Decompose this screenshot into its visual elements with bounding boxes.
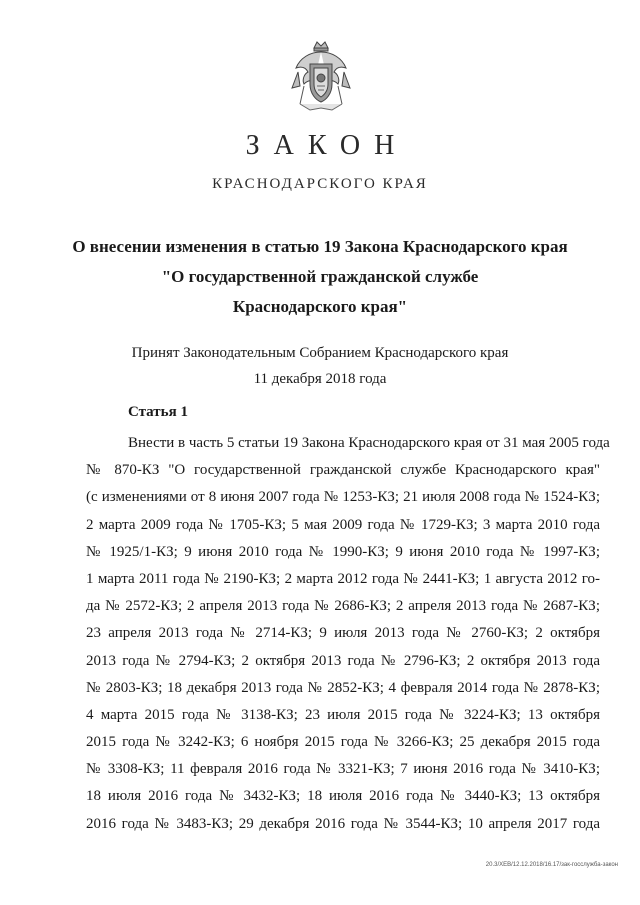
coat-of-arms-icon: [290, 38, 352, 114]
body-line: 2015 года № 3242-КЗ; 6 ноября 2015 года № 3266-КЗ; 25 декабря 2015 года: [86, 734, 600, 751]
body-line: № 1925/1-КЗ; 9 июня 2010 года № 1990-КЗ; 9 июня 2010 года № 1997-КЗ;: [86, 543, 600, 560]
law-heading-line: О внесении изменения в статью 19 Закона Краснодарского края: [72, 237, 568, 256]
body-line: № 3308-КЗ; 11 февраля 2016 года № 3321-КЗ; 7 июня 2016 года № 3410-КЗ;: [86, 761, 600, 778]
body-line: да № 2572-КЗ; 2 апреля 2013 года № 2686-КЗ; 2 апреля 2013 года № 2687-КЗ;: [86, 598, 600, 615]
article-body: [86, 430, 610, 838]
body-line: 18 июля 2016 года № 3432-КЗ; 18 июля 2016 года № 3440-КЗ; 13 октября: [86, 788, 600, 805]
law-heading-line: "О государственной гражданской службе: [161, 267, 479, 286]
document-footer-code: 20.3/ХЕВ/12.12.2018/16.17/зак-госслужба-закон: [485, 862, 618, 868]
adoption-note: [0, 340, 640, 392]
body-line: № 870-КЗ "О государственной гражданской службе Краснодарского края": [86, 462, 600, 479]
adoption-line: Принят Законодательным Собранием Краснодарского края: [131, 345, 509, 361]
document-title: ЗАКОН: [245, 130, 409, 161]
document-subtitle: КРАСНОДАРСКОГО КРАЯ: [212, 176, 428, 192]
body-line: 1 марта 2011 года № 2190-КЗ; 2 марта 2012 года № 2441-КЗ; 1 августа 2012 го-: [86, 570, 600, 587]
body-line: 4 марта 2015 года № 3138-КЗ; 23 июля 2015 года № 3224-КЗ; 13 октября: [86, 706, 600, 723]
law-heading: [0, 232, 640, 322]
law-heading-line: Краснодарского края": [232, 297, 408, 316]
body-line: 23 апреля 2013 года № 2714-КЗ; 9 июля 2013 года № 2760-КЗ; 2 октября: [86, 625, 600, 642]
body-line: 2 марта 2009 года № 1705-КЗ; 5 мая 2009 года № 1729-КЗ; 3 марта 2010 года: [86, 516, 600, 533]
body-line: 2013 года № 2794-КЗ; 2 октября 2013 года № 2796-КЗ; 2 октября 2013 года: [86, 652, 600, 669]
body-line: Внести в часть 5 статьи 19 Закона Краснодарского края от 31 мая 2005 года: [128, 435, 610, 451]
adoption-date: 11 декабря 2018 года: [253, 371, 387, 387]
body-line: № 2803-КЗ; 18 декабря 2013 года № 2852-КЗ; 4 февраля 2014 года № 2878-КЗ;: [86, 679, 600, 696]
body-line: 2016 года № 3483-КЗ; 29 декабря 2016 года № 3544-КЗ; 10 апреля 2017 года: [86, 815, 600, 832]
article-title: Статья 1: [128, 404, 188, 420]
body-line: (с изменениями от 8 июня 2007 года № 1253-КЗ; 21 июля 2008 года № 1524-КЗ;: [86, 489, 600, 506]
